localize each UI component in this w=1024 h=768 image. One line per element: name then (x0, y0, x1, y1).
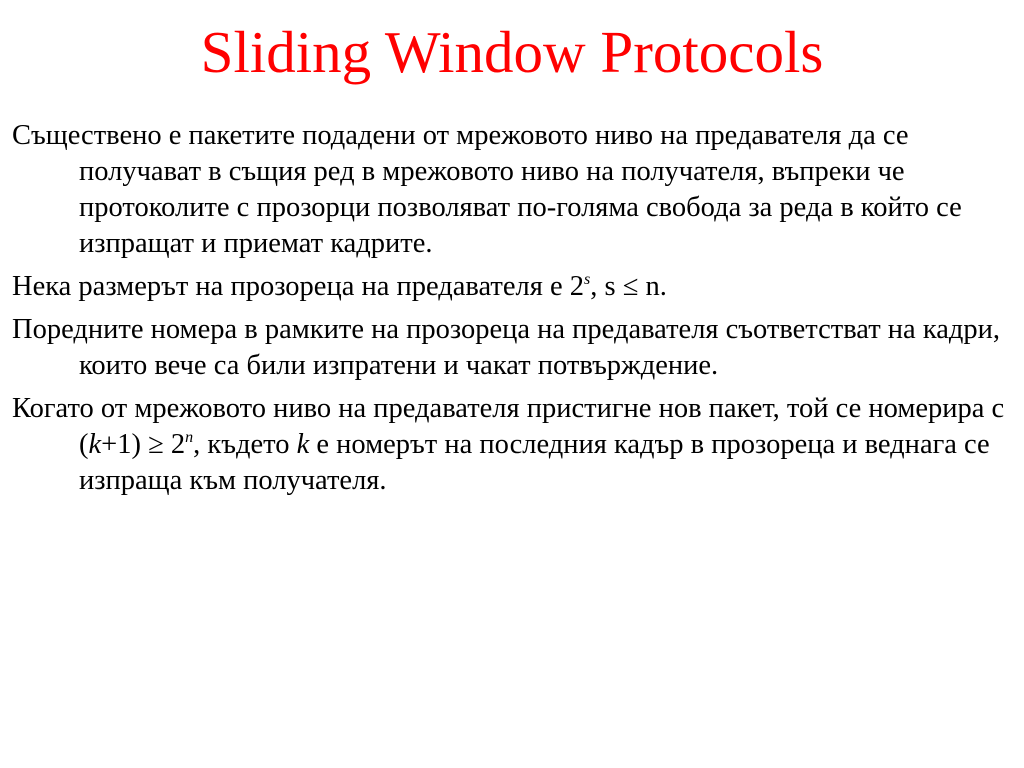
new-packet-text-4: е номерът на последния кадър в прозореца и веднага се изпраща към получателя. (79, 429, 990, 496)
new-packet-var-k: k (88, 429, 102, 460)
window-size-exponent: s (584, 271, 591, 288)
new-packet-text-3: , където (193, 429, 297, 460)
paragraph-sequence-numbers (12, 312, 1016, 384)
window-size-text-start: Нека размерът на прозореца на предавателя е 2 (12, 271, 585, 302)
paragraph-new-packet (12, 391, 1016, 499)
new-packet-text-2: +1) ≥ 2 (101, 429, 186, 460)
paragraph-sequence-numbers-text: Поредните номера в рамките на прозореца на предавателя съответстват на кадри, които вече са били изпратени и чакат потвърждение. (12, 314, 1001, 381)
new-packet-text-1: Когато от мрежовото ниво на предавателя пристигне нов пакет, той се номерира с ( (12, 393, 1005, 460)
slide-body (12, 118, 1016, 506)
paragraph-ordering-text: Съществено е пакетите подадени от мрежовото ниво на предавателя да се получават в същия ред в мрежовото ниво на получателя, въпреки че протоколите с прозорци позволяват по-голяма свобода за реда в който се изпращат и приемат кадрите. (12, 120, 962, 259)
paragraph-window-size (12, 269, 1016, 305)
new-packet-exponent: n (185, 429, 194, 446)
paragraph-ordering (12, 118, 1016, 262)
window-size-text-end: , s ≤ n. (590, 271, 667, 302)
slide-title: Sliding Window Protocols (200, 19, 824, 85)
new-packet-var-k-2: k (296, 429, 310, 460)
